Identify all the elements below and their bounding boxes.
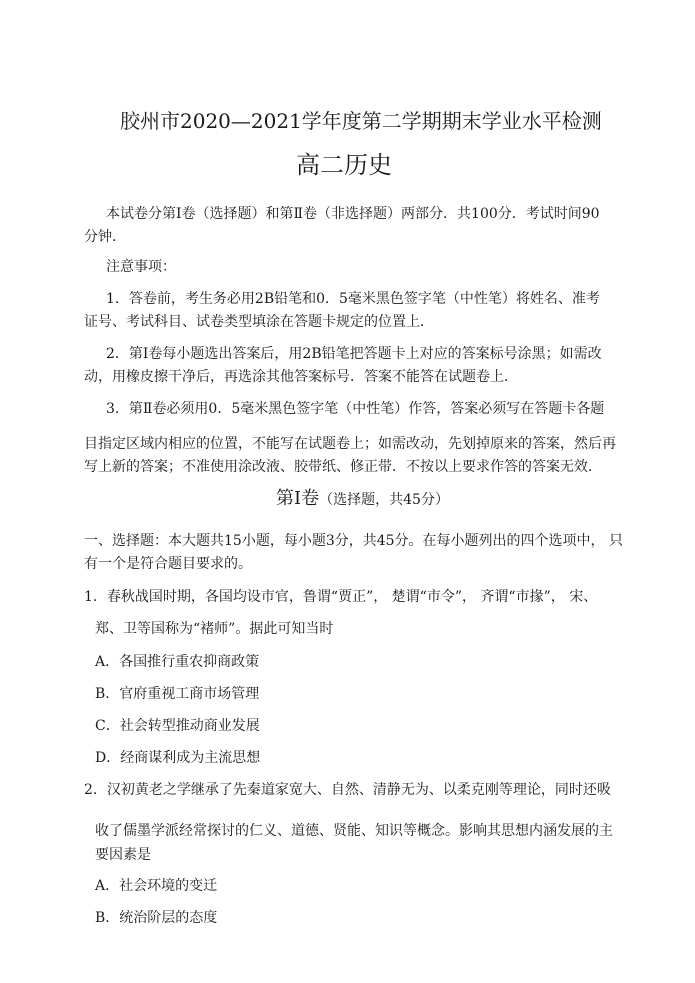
volume-main: 第Ⅰ卷 xyxy=(276,488,320,509)
question-1-stem-line-1: 1．春秋战国时期，各国均设市官，鲁谓“贾正”， 楚谓“市令”， 齐谓“市掾”， 宋、 xyxy=(84,589,598,605)
intro-line-1: 本试卷分第Ⅰ卷（选择题）和第Ⅱ卷（非选择题）两部分．共100分．考试时间90 xyxy=(106,206,600,222)
note-1-line-1: 1．答卷前，考生务必用2B铅笔和0．5毫米黑色签字笔（中性笔）将姓名、准考 xyxy=(106,291,600,307)
volume-heading xyxy=(276,487,449,512)
question-2-option-a: A．社会环境的变迁 xyxy=(95,878,218,894)
question-2-option-b: B．统治阶层的态度 xyxy=(95,910,218,926)
exam-title: 胶州市2020—2021学年度第二学期期末学业水平检测 xyxy=(120,109,602,133)
subject-title: 高二历史 xyxy=(296,151,392,179)
question-1-option-b: B．官府重视工商市场管理 xyxy=(95,686,260,702)
notes-heading: 注意事项： xyxy=(106,259,176,275)
note-3-line-3: 写上新的答案；不准使用涂改液、胶带纸、修正带．不按以上要求作答的答案无效． xyxy=(84,459,602,475)
note-2-line-1: 2．第Ⅰ卷每小题选出答案后，用2B铅笔把答题卡上对应的答案标号涂黑；如需改 xyxy=(106,346,602,362)
question-2-stem-line-1: 2．汉初黄老之学继承了先秦道家宽大、自然、清静无为、以柔克刚等理论，同时还吸 xyxy=(84,782,611,798)
question-1-option-a: A．各国推行重农抑商政策 xyxy=(95,654,260,670)
section-line-1: 一、选择题：本大题共15小题，每小题3分，共45分。在每小题列出的四个选项中， 只 xyxy=(84,533,623,549)
question-1-option-d: D．经商谋利成为主流思想 xyxy=(95,750,261,766)
note-2-line-2: 动，用橡皮擦干净后，再选涂其他答案标号．答案不能答在试题卷上． xyxy=(84,369,518,385)
volume-sub: （选择题，共45分） xyxy=(319,492,449,508)
section-line-2: 有一个是符合题目要求的。 xyxy=(84,556,252,572)
note-3-line-1: 3．第Ⅱ卷必须用0．5毫米黑色签字笔（中性笔）作答，答案必须写在答题卡各题 xyxy=(106,401,605,417)
intro-line-2: 分钟． xyxy=(84,229,126,245)
note-3-line-2: 目指定区域内相应的位置，不能写在试题卷上；如需改动，先划掉原来的答案，然后再 xyxy=(84,436,616,452)
question-2-stem-line-2: 收了儒墨学派经常探讨的仁义、道德、贤能、知识等概念。影响其思想内涵发展的主 xyxy=(95,823,613,839)
note-1-line-2: 证号、考试科目、试卷类型填涂在答题卡规定的位置上． xyxy=(84,314,434,330)
question-2-stem-line-3: 要因素是 xyxy=(95,847,151,863)
question-1-stem-line-2: 郑、卫等国称为“褚师”。据此可知当时 xyxy=(95,621,334,637)
question-1-option-c: C．社会转型推动商业发展 xyxy=(95,718,260,734)
